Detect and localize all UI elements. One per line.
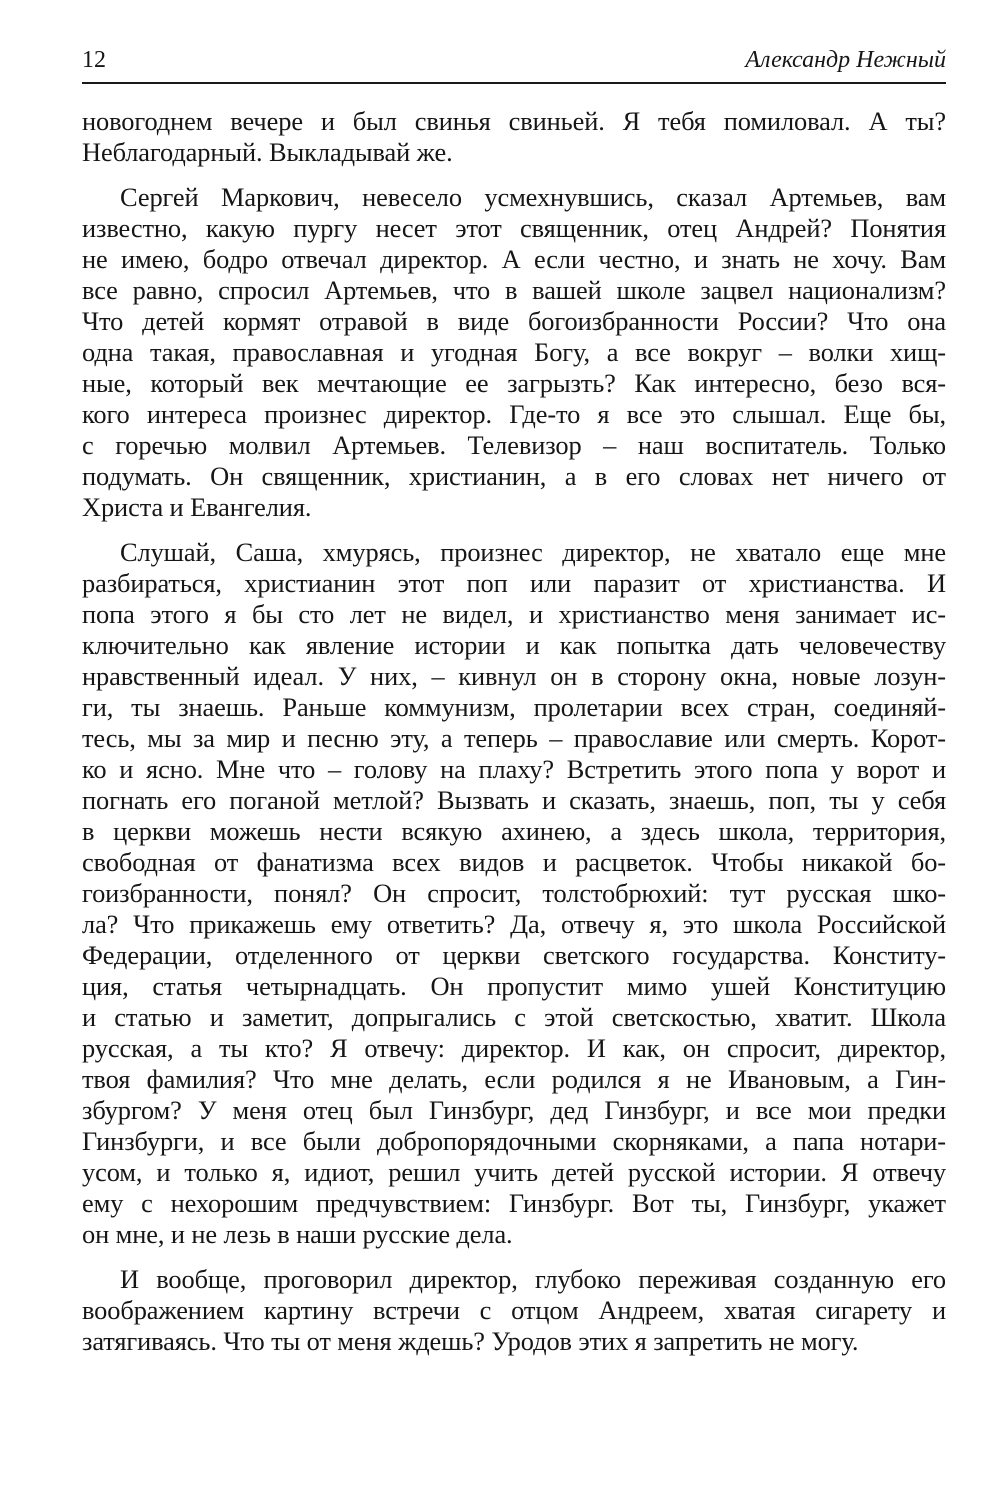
text-line: ция, статья четырнадцать. Он пропустит мимо ушей Конституцию [82,971,946,1001]
running-header [82,36,946,84]
text-line: Гинзбурги, и все были добропорядочными скорняками, а папа нотари- [82,1126,946,1156]
text-line: все равно, спросил Артемьев, что в вашей школе зацвел национализм? [82,275,946,305]
text-line: с горечью молвил Артемьев. Телевизор – наш воспитатель. Только [82,430,946,460]
text-line: он мне, и не лезь в наши русские дела. [82,1219,513,1249]
text-line: затягиваясь. Что ты от меня ждешь? Уродов этих я запретить не могу. [82,1326,859,1356]
text-line: в церкви можешь нести всякую ахинею, а здесь школа, территория, [82,816,946,846]
page-number: 12 [82,47,106,73]
text-line: Христа и Евангелия. [82,492,312,522]
text-line: Сергей Маркович, невесело усмехнувшись, сказал Артемьев, вам [120,182,946,212]
body-text [82,106,946,1357]
text-line: ги, ты знаешь. Раньше коммунизм, пролетарии всех стран, соединяй- [82,692,946,722]
text-line: попа этого я бы сто лет не видел, и христианство меня занимает ис- [82,599,946,629]
text-line: И вообще, проговорил директор, глубоко переживая созданную его [120,1264,946,1294]
text-line: тесь, мы за мир и песню эту, а теперь – православие или смерть. Корот- [82,723,946,753]
running-title: Александр Нежный [745,47,946,73]
text-line: ко и ясно. Мне что – голову на плаху? Встретить этого попа у ворот и [82,754,946,784]
text-line: русская, а ты кто? Я отвечу: директор. И как, он спросит, директор, [82,1033,946,1063]
text-line: усом, и только я, идиот, решил учить детей русской истории. Я отвечу [82,1157,946,1187]
text-line: новогоднем вечере и был свинья свиньей. Я тебя помиловал. А ты? [82,106,946,136]
paragraph [82,1264,946,1357]
text-line: Что детей кормят отравой в виде богоизбранности России? Что она [82,306,946,336]
paragraph [82,537,946,1250]
text-line: не имею, бодро отвечал директор. А если честно, и знать не хочу. Вам [82,244,946,274]
text-line: погнать его поганой метлой? Вызвать и сказать, знаешь, поп, ты у себя [82,785,946,815]
text-line: кого интереса произнес директор. Где-то я все это слышал. Еще бы, [82,399,946,429]
text-line: ключительно как явление истории и как попытка дать человечеству [82,630,946,660]
text-line: ные, который век мечтающие ее загрызть? Как интересно, безо вся- [82,368,946,398]
paragraph [82,106,946,168]
text-line: Слушай, Саша, хмурясь, произнес директор, не хватало еще мне [120,537,946,567]
text-line: известно, какую пургу несет этот священник, отец Андрей? Понятия [82,213,946,243]
text-line: разбираться, христианин этот поп или паразит от христианства. И [82,568,946,598]
text-line: ему с нехорошим предчувствием: Гинзбург. Вот ты, Гинзбург, укажет [82,1188,946,1218]
text-line: нравственный идеал. У них, – кивнул он в сторону окна, новые лозун- [82,661,946,691]
text-line: Неблагодарный. Выкладывай же. [82,137,453,167]
text-line: Федерации, отделенного от церкви светского государства. Конститу- [82,940,946,970]
text-line: и статью и заметит, допрыгались с этой светскостью, хватит. Школа [82,1002,946,1032]
text-line: свободная от фанатизма всех видов и расцветок. Чтобы никакой бо- [82,847,946,877]
text-line: воображением картину встречи с отцом Андреем, хватая сигарету и [82,1295,946,1325]
book-page [82,36,946,1371]
text-line: ла? Что прикажешь ему ответить? Да, отвечу я, это школа Российской [82,909,946,939]
text-line: твоя фамилия? Что мне делать, если родился я не Ивановым, а Гин- [82,1064,946,1094]
paragraph [82,182,946,523]
text-line: гоизбранности, понял? Он спросит, толстобрюхий: тут русская шко- [82,878,946,908]
text-line: подумать. Он священник, христианин, а в его словах нет ничего от [82,461,946,491]
text-line: одна такая, православная и угодная Богу, а все вокруг – волки хищ- [82,337,946,367]
text-line: збургом? У меня отец был Гинзбург, дед Гинзбург, и все мои предки [82,1095,946,1125]
